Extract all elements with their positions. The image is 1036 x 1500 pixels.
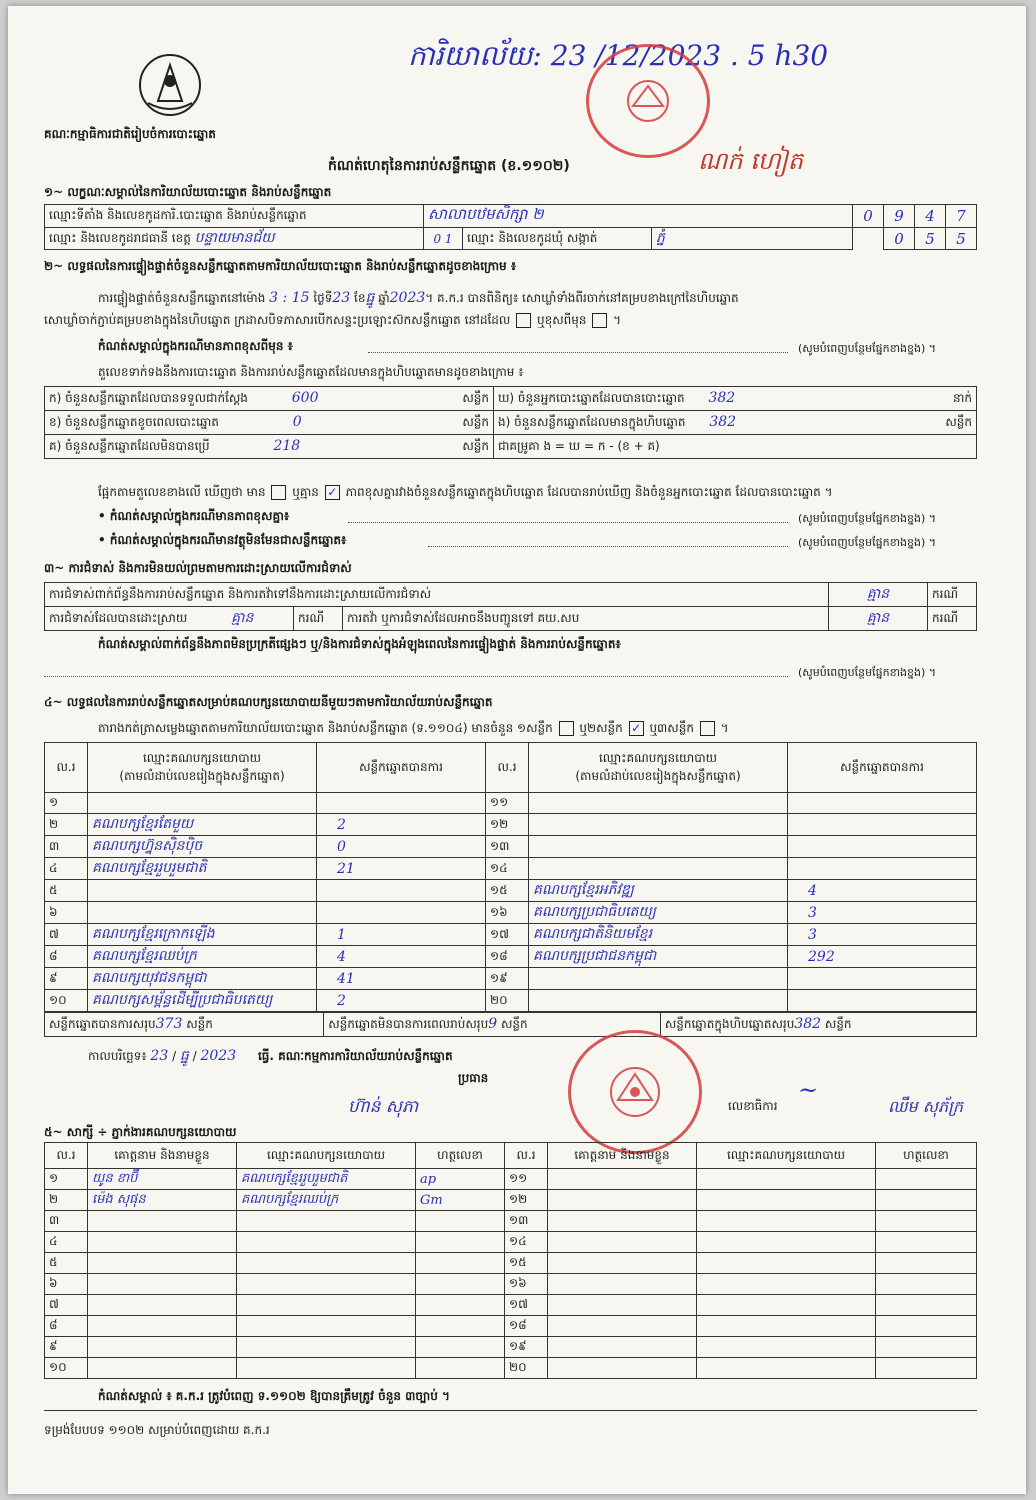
three-sheets-checkbox[interactable] — [700, 721, 715, 736]
witness-signature: ap — [416, 1169, 505, 1190]
witness-signature — [876, 1211, 977, 1232]
form-footer: ទម្រង់បែបបទ ១១០២ សម្រាប់បំពេញដោយ គ.ក.រ — [44, 1423, 270, 1437]
verify-year: 2023 — [389, 290, 426, 306]
party-votes: 3 — [788, 902, 977, 924]
party-name — [529, 836, 788, 858]
col-no: ល.រ — [505, 1143, 548, 1169]
resolved-value: គ្មាន — [231, 610, 254, 626]
row-number: ១ — [45, 793, 88, 814]
table-row — [45, 902, 977, 924]
party-name: គណបក្សប្រជាធិបតេយ្យ — [529, 902, 788, 924]
row-number: ១៤ — [505, 1232, 548, 1253]
forwarded-value: គ្មាន — [829, 607, 928, 631]
location-value: សាលាបឋមសិក្សា ២ — [424, 205, 853, 228]
witness-signature — [876, 1316, 977, 1337]
table-row — [45, 990, 977, 1012]
bullet-foreign-object: • កំណត់សម្គាល់ក្នុងករណីមានវត្ថុមិនមែនជាសន្លឹកឆ្នោត៖ — [98, 533, 347, 547]
col-party: ឈ្មោះគណបក្សនយោបាយ (តាមលំដាប់លេខរៀងក្នុងសន្លឹកឆ្នោត) — [529, 743, 788, 793]
two-sheets-checkbox[interactable]: ✓ — [629, 721, 644, 736]
spoiled-value: 0 — [292, 413, 302, 430]
invalid-total-value: 9 — [488, 1015, 498, 1032]
party-name — [88, 793, 317, 814]
witness-party — [697, 1337, 876, 1358]
party-votes: 21 — [317, 858, 486, 880]
nec-logo — [138, 51, 202, 123]
witness-name — [548, 1274, 697, 1295]
location-code-digit: 0 — [853, 205, 884, 228]
in-box-value: 382 — [709, 413, 737, 430]
row-number: ៣ — [45, 836, 88, 858]
row-number: ១៦ — [505, 1274, 548, 1295]
row-number: ១៩ — [486, 968, 529, 990]
top-handwritten-note: ការិយាល័យ: 23 /12/2023 . 5 h30 — [408, 39, 829, 72]
section1-heading: ១~ លក្ខណៈសម្គាល់នៃការិយាល័យបោះឆ្នោត និងរាប់សន្លឹកឆ្នោត — [44, 185, 332, 199]
witness-table — [44, 1142, 977, 1379]
table-row — [45, 1337, 977, 1358]
table-row — [45, 1211, 977, 1232]
witness-name — [548, 1169, 697, 1190]
col-no: ល.រ — [486, 743, 529, 793]
witness-party — [237, 1253, 416, 1274]
witness-party — [237, 1211, 416, 1232]
has-difference-checkbox[interactable] — [271, 485, 286, 500]
row-number: ១៨ — [505, 1316, 548, 1337]
row-number: ៥ — [45, 1253, 88, 1274]
date-year: 2023 — [200, 1048, 237, 1064]
section5-heading: ៥~ សាក្សី ÷ ភ្នាក់ងារគណបក្សនយោបាយ — [44, 1125, 237, 1139]
fill-note: (សូមបំពេញបន្ថែមផ្នែកខាងខ្នង) ។ — [798, 512, 937, 525]
row-number: ៦ — [45, 902, 88, 924]
party-name — [529, 858, 788, 880]
table-row — [45, 793, 977, 814]
row-number: ២ — [45, 1190, 88, 1211]
table-row — [45, 924, 977, 946]
party-name: គណបក្សយុវជនកម្ពុជា — [88, 968, 317, 990]
table-row — [45, 1358, 977, 1379]
fill-note: (សូមបំពេញបន្ថែមផ្នែកខាងខ្នង) ។ — [798, 536, 937, 549]
party-votes — [317, 793, 486, 814]
witness-signature — [416, 1274, 505, 1295]
table-row — [45, 836, 977, 858]
table-row — [45, 1316, 977, 1337]
commune-value: ភ្នំ — [652, 228, 853, 250]
witness-party — [237, 1337, 416, 1358]
chair-signature: ហ៊ាន់ សុភា — [348, 1097, 419, 1117]
note-line — [44, 676, 788, 677]
witness-party: គណបក្សខ្មែរឈប់ក្រ — [237, 1190, 416, 1211]
figures-intro: តួលេខទាក់ទងនឹងការបោះឆ្នោត និងការរាប់សន្លឹកឆ្នោតដែលមានក្នុងហិបឆ្នោតមានដូចខាងក្រោម ៖ — [98, 365, 524, 379]
party-name: គណបក្សខ្មែរឈប់ក្រ — [88, 946, 317, 968]
col-party: ឈ្មោះគណបក្សនយោបាយ — [697, 1143, 876, 1169]
witness-name — [88, 1316, 237, 1337]
table-row — [45, 880, 977, 902]
date-month: ធ្នូ — [179, 1048, 189, 1064]
in-box-label: ង) ចំនួនសន្លឹកឆ្នោតដែលមានក្នុងហិបឆ្នោត — [498, 414, 686, 429]
col-sign: ហត្ថលេខា — [876, 1143, 977, 1169]
bullet-difference: • កំណត់សម្គាល់ក្នុងករណីមានភាពខុសគ្នា៖ — [98, 509, 290, 523]
date-day: 23 — [150, 1048, 169, 1064]
row-number: ១១ — [505, 1169, 548, 1190]
witness-signature — [416, 1295, 505, 1316]
party-votes: 2 — [317, 990, 486, 1012]
row-number: ១៥ — [505, 1253, 548, 1274]
voters-label: ឃ) ចំនួនអ្នកបោះឆ្នោតដែលបានបោះឆ្នោត — [498, 390, 685, 405]
note-line — [348, 522, 788, 523]
col-party: ឈ្មោះគណបក្សនយោបាយ — [237, 1143, 416, 1169]
tally-sheet-line: តារាងកត់ត្រាសម្លេងឆ្នោតតាមការិយាល័យបោះឆ្នោត និងរាប់សន្លឹកឆ្នោត (ទ.១១០៤) មានចំនួន ១សន្លឹក ឬ២សន្លឹក ✓ ឬ៣សន្លឹក ។ — [98, 721, 729, 735]
row-number: ១៤ — [486, 858, 529, 880]
complaints-value: គ្មាន — [829, 583, 928, 607]
witness-name — [548, 1211, 697, 1232]
table-row — [45, 1169, 977, 1190]
document-page — [8, 6, 1026, 1494]
seal-paragraph: សោឃ្លាំចាក់ភ្ជាប់គម្របខាងក្នុងនៃហិបឆ្នោត ក្រដាសបិទភាសារបើកសន្ទះប្រឡោះស៊កសន្លឹកឆ្នោត នៅដដែល ឬខុសពីមុន ។ — [44, 313, 622, 327]
figures-table: ក) ចំនួនសន្លឹកឆ្នោតដែលបានទទួលជាក់ស្តែង 600 សន្លឹក ឃ) ចំនួនអ្នកបោះឆ្នោតដែលបានបោះឆ្នោត 382 នាក់ ខ) ចំនួនសន្លឹកឆ្នោតខូចពេលបោះឆ្នោត 0 សន្លឹក ង) ចំនួនសន្លឹកឆ្នោតដែលមានក្នុងហិបឆ្នោត 382 សន្លឹក គ) ចំនួនសន្លឹកឆ្នោតដែលមិនបានប្រើ 218 សន្លឹក ជាគម្រូគា ង = ឃ = ក - (ខ + គ) — [44, 386, 977, 459]
witness-party — [697, 1316, 876, 1337]
nec-emblem-icon — [138, 51, 202, 119]
witness-signature — [416, 1211, 505, 1232]
witness-name — [548, 1316, 697, 1337]
table-row — [45, 1253, 977, 1274]
received-label: ក) ចំនួនសន្លឹកឆ្នោតដែលបានទទួលជាក់ស្តែង — [49, 390, 248, 405]
verify-time: 3 : 15 — [269, 290, 310, 306]
document-title: កំណត់ហេតុនៃការរាប់សន្លឹកឆ្នោត (ខ.១១០២) — [328, 158, 570, 174]
party-votes: 3 — [788, 924, 977, 946]
witness-party — [237, 1316, 416, 1337]
chair-label: ប្រធាន — [458, 1071, 489, 1085]
party-votes — [317, 880, 486, 902]
received-value: 600 — [291, 389, 319, 406]
location-code-digit: 4 — [915, 205, 946, 228]
witness-signature — [416, 1253, 505, 1274]
table-row — [45, 1295, 977, 1316]
witness-signature — [876, 1190, 977, 1211]
table-row — [45, 1274, 977, 1295]
party-name: គណបក្សហ្វ៊ុនស៊ិនប៉ិច — [88, 836, 317, 858]
witness-party — [237, 1295, 416, 1316]
emblem-icon — [600, 1062, 670, 1122]
province-code-digit: 1 — [444, 231, 453, 246]
witness-signature — [876, 1169, 977, 1190]
table-row — [45, 968, 977, 990]
party-votes: 4 — [317, 946, 486, 968]
witness-signature — [416, 1358, 505, 1379]
party-name: គណបក្សខ្មែរតែមួយ — [88, 814, 317, 836]
row-number: ៦ — [45, 1274, 88, 1295]
results-table — [44, 742, 977, 1012]
witness-party — [237, 1274, 416, 1295]
col-votes: សន្លឹកឆ្នោតបានការ — [317, 743, 486, 793]
totals-table: សន្លឹកឆ្នោតបានការសរុប373 សន្លឹក សន្លឹកឆ្នោតមិនបានការពេលរាប់សរុប9 សន្លឹក សន្លឹកឆ្នោតក្នុងហិបឆ្នោតសរុប382 សន្លឹក — [44, 1012, 977, 1037]
row-number: ១៦ — [486, 902, 529, 924]
witness-party — [697, 1358, 876, 1379]
col-party: ឈ្មោះគណបក្សនយោបាយ (តាមលំដាប់លេខរៀងក្នុងសន្លឹកឆ្នោត) — [88, 743, 317, 793]
formula: ជាគម្រូគា ង = ឃ = ក - (ខ + គ) — [494, 435, 977, 459]
verify-month: ធ្នូ — [365, 290, 375, 306]
party-name — [529, 968, 788, 990]
witness-signature — [876, 1274, 977, 1295]
note-line — [368, 352, 788, 353]
party-votes — [788, 858, 977, 880]
party-name — [529, 814, 788, 836]
party-name: គណបក្សខ្មែរអភិវឌ្ឍ — [529, 880, 788, 902]
witness-name — [88, 1274, 237, 1295]
party-votes — [788, 990, 977, 1012]
row-number: ១២ — [486, 814, 529, 836]
col-no: ល.រ — [45, 1143, 88, 1169]
row-number: ១៩ — [505, 1337, 548, 1358]
party-name: គណបក្សខ្មែរក្រោកឡើង — [88, 924, 317, 946]
committee-label: ធ្វើ. គណៈកម្មការការិយាល័យរាប់សន្លឹកឆ្នោត — [257, 1049, 453, 1063]
table-row — [45, 858, 977, 880]
party-votes: 2 — [317, 814, 486, 836]
party-name — [529, 990, 788, 1012]
row-number: ១៧ — [505, 1295, 548, 1316]
witness-party — [697, 1169, 876, 1190]
unused-value: 218 — [273, 437, 301, 454]
difference-line: ផ្អែកតាមតួលេខខាងលើ ឃើញថា មាន ឬគ្មាន ✓ ភាពខុសគ្នារវាងចំនួនសន្លឹកឆ្នោតក្នុងហិបឆ្នោត ដែលបានរាប់ឃើញ និងចំនួនអ្នកបោះឆ្នោត ដែលបានបោះឆ្នោត ។ — [98, 485, 833, 499]
unused-label: គ) ចំនួនសន្លឹកឆ្នោតដែលមិនបានប្រើ — [49, 438, 210, 453]
invalid-total-label: សន្លឹកឆ្នោតមិនបានការពេលរាប់សរុប — [328, 1016, 489, 1031]
party-name — [88, 880, 317, 902]
witness-name — [88, 1232, 237, 1253]
witness-signature — [416, 1316, 505, 1337]
witness-party — [697, 1274, 876, 1295]
official-stamp-top — [586, 44, 710, 158]
red-handwritten-name: ណក់ ហៀត — [698, 147, 804, 175]
party-votes: 41 — [317, 968, 486, 990]
witness-name: យូន ខាប៊ី — [88, 1169, 237, 1190]
row-number: ៥ — [45, 880, 88, 902]
witness-name — [548, 1232, 697, 1253]
witness-name — [88, 1211, 237, 1232]
party-votes: 292 — [788, 946, 977, 968]
party-name — [88, 902, 317, 924]
complaints-table — [44, 582, 977, 631]
party-votes — [788, 793, 977, 814]
witness-name — [88, 1295, 237, 1316]
org-name: គណៈកម្មាធិការជាតិរៀបចំការបោះឆ្នោត — [44, 127, 216, 141]
location-code-digit: 9 — [884, 205, 915, 228]
witness-party: គណបក្សខ្មែររួបរួមជាតិ — [237, 1169, 416, 1190]
commune-code-digit: 5 — [915, 228, 946, 250]
col-sign: ហត្ថលេខា — [416, 1143, 505, 1169]
row-number: ៤ — [45, 1232, 88, 1253]
commune-code-digit: 5 — [946, 228, 977, 250]
party-votes: 4 — [788, 880, 977, 902]
section3-heading: ៣~ ការជំទាស់ និងការមិនយល់ព្រមតាមការដោះស្រាយលើការជំទាស់ — [44, 561, 352, 575]
witness-signature — [876, 1253, 977, 1274]
no-difference-checkbox[interactable]: ✓ — [325, 485, 340, 500]
one-sheet-checkbox[interactable] — [559, 721, 574, 736]
fill-note: (សូមបំពេញបន្ថែមផ្នែកខាងខ្នង) ។ — [798, 342, 937, 355]
table-row — [45, 1232, 977, 1253]
table-row — [45, 1190, 977, 1211]
row-number: ២ — [45, 814, 88, 836]
witness-name — [88, 1253, 237, 1274]
row-number: ១៣ — [505, 1211, 548, 1232]
col-votes: សន្លឹកឆ្នោតបានការ — [788, 743, 977, 793]
section2-heading: ២~ លទ្ធផលនៃការផ្ទៀងផ្ទាត់ចំនួនសន្លឹកឆ្នោតតាមការិយាល័យបោះឆ្នោត និងរាប់សន្លឹកឆ្នោតដូចខាងក្រោម ៖ — [44, 259, 517, 273]
witness-party — [697, 1190, 876, 1211]
party-votes — [788, 968, 977, 990]
party-name: គណបក្សជាតិនិយមខ្មែរ — [529, 924, 788, 946]
emblem-icon — [618, 76, 678, 126]
witness-signature — [876, 1337, 977, 1358]
unit-label: ករណី — [928, 607, 977, 631]
witness-name — [548, 1253, 697, 1274]
table-row — [45, 946, 977, 968]
party-votes — [788, 814, 977, 836]
row-number: ១៥ — [486, 880, 529, 902]
official-stamp-bottom — [568, 1030, 702, 1154]
note-line — [428, 546, 788, 547]
row-number: ១៨ — [486, 946, 529, 968]
location-label: ឈ្មោះទីតាំង និងលេខកូដការិ.បោះឆ្នោត និងរាប់សន្លឹកឆ្នោត — [45, 205, 424, 228]
unit-label: ករណី — [294, 607, 343, 631]
witness-name — [548, 1190, 697, 1211]
witness-party — [697, 1211, 876, 1232]
difference-note-label: កំណត់សម្គាល់ក្នុងករណីមានភាពខុសពីមុន ៖ — [98, 339, 293, 353]
footer-divider — [44, 1410, 977, 1411]
commune-code-digit: 0 — [884, 228, 915, 250]
commune-label: ឈ្មោះ និងលេខកូដឃុំ សង្កាត់ — [463, 228, 652, 250]
section1-table — [44, 204, 977, 250]
same-checkbox[interactable] — [516, 313, 531, 328]
footer-note: កំណត់សម្គាល់ ៖ គ.ក.រ ត្រូវបំពេញ ទ.១១០២ ឱ្យបានត្រឹមត្រូវ ចំនួន ៣ច្បាប់ ។ — [98, 1389, 450, 1403]
witness-party — [697, 1295, 876, 1316]
witness-name — [548, 1295, 697, 1316]
party-votes — [317, 902, 486, 924]
party-name: គណបក្សប្រជាជនកម្ពុជា — [529, 946, 788, 968]
party-name: គណបក្សខ្មែររួបរួមជាតិ — [88, 858, 317, 880]
date-line: កាលបរិច្ឆេទ៖ 23 / ធ្នូ / 2023 ធ្វើ. គណៈកម្មការការិយាល័យរាប់សន្លឹកឆ្នោត — [88, 1048, 453, 1064]
witness-name — [548, 1358, 697, 1379]
witness-name — [88, 1358, 237, 1379]
row-number: ៧ — [45, 924, 88, 946]
province-code-digit: 0 — [433, 231, 442, 246]
location-code-digit: 7 — [946, 205, 977, 228]
row-number: ៨ — [45, 1316, 88, 1337]
row-number: ១១ — [486, 793, 529, 814]
witness-name — [548, 1337, 697, 1358]
witness-party — [697, 1253, 876, 1274]
witness-signature — [416, 1232, 505, 1253]
row-number: ៩ — [45, 1337, 88, 1358]
witness-signature — [416, 1337, 505, 1358]
forwarded-label: ការតវ៉ា ឬការជំទាស់ដែលអាចនឹងបញ្ជូនទៅ គឃ.សប — [343, 607, 829, 631]
row-number: ៩ — [45, 968, 88, 990]
fill-note: (សូមបំពេញបន្ថែមផ្នែកខាងខ្នង) ។ — [798, 666, 937, 679]
section4-heading: ៤~ លទ្ធផលនៃការរាប់សន្លឹកឆ្នោតសម្រាប់គណបក្សនយោបាយនីមួយៗតាមការិយាល័យរាប់សន្លឹកឆ្នោត — [44, 695, 493, 709]
box-total-label: សន្លឹកឆ្នោតក្នុងហិបឆ្នោតសរុប — [664, 1016, 795, 1031]
secretary-label: លេខាធិការ — [728, 1099, 778, 1113]
row-number: ១២ — [505, 1190, 548, 1211]
col-name: គោត្តនាម និងនាមខ្លួន — [548, 1143, 697, 1169]
row-number: ៧ — [45, 1295, 88, 1316]
row-number: ១០ — [45, 990, 88, 1012]
row-number: ២០ — [505, 1358, 548, 1379]
row-number: ៨ — [45, 946, 88, 968]
valid-total-label: សន្លឹកឆ្នោតបានការសរុប — [49, 1016, 156, 1031]
col-name: គោត្តនាម និងនាមខ្លួន — [88, 1143, 237, 1169]
row-number: ៣ — [45, 1211, 88, 1232]
province-label: ឈ្មោះ និងលេខកូដរាជធានី ខេត្ត បន្ទាយមានជ័យ — [45, 228, 424, 250]
party-name: គណបក្សសម្ព័ន្ធដើម្បីប្រជាធិបតេយ្យ — [88, 990, 317, 1012]
spoiled-label: ខ) ចំនួនសន្លឹកឆ្នោតខូចពេលបោះឆ្នោត — [49, 414, 219, 429]
table-row — [45, 814, 977, 836]
col-no: ល.រ — [45, 743, 88, 793]
row-number: ១០ — [45, 1358, 88, 1379]
witness-name — [88, 1337, 237, 1358]
witness-party — [237, 1358, 416, 1379]
unit-label: ករណី — [928, 583, 977, 607]
row-number: ១ — [45, 1169, 88, 1190]
witness-party — [697, 1232, 876, 1253]
party-votes — [788, 836, 977, 858]
verify-paragraph: ការផ្ទៀងផ្ទាត់ចំនួនសន្លឹកឆ្នោតនៅម៉ោង 3 : 15 ថ្ងៃទី23 ខែធ្នូ ឆ្នាំ2023។ គ.ក.រ បានពិនិត្យ៖ សោឃ្លាំទាំងពីរចាក់នៅគម្របខាងក្រៅនៃហិបឆ្នោត — [98, 290, 739, 306]
verify-day: 23 — [332, 290, 351, 306]
secretary-signature-mark: ~ — [798, 1076, 819, 1104]
row-number: ២០ — [486, 990, 529, 1012]
resolved-label: ការជំទាស់ដែលបានដោះស្រាយ — [49, 611, 188, 625]
different-checkbox[interactable] — [592, 313, 607, 328]
secretary-signature: ឈឹម សុភ័ក្រ — [888, 1097, 964, 1116]
voters-value: 382 — [708, 389, 736, 406]
witness-signature — [876, 1232, 977, 1253]
irregularity-note: កំណត់សម្គាល់ពាក់ព័ន្ធនឹងភាពមិនប្រក្រតីផ្សេងៗ ឬ/និងការជំទាស់ក្នុងអំឡុងពេលនៃការផ្ទៀងផ្ទាត់ និងការរាប់សន្លឹកឆ្នោត៖ — [98, 637, 621, 651]
witness-signature — [876, 1295, 977, 1316]
row-number: ៤ — [45, 858, 88, 880]
complaints-label: ការជំទាស់ពាក់ព័ន្ធនឹងការរាប់សន្លឹកឆ្នោត និងការតវ៉ាទៅនឹងការដោះស្រាយលើការជំទាស់ — [45, 583, 829, 607]
witness-name: ម៉េង សុផុន — [88, 1190, 237, 1211]
valid-total-value: 373 — [155, 1015, 183, 1032]
party-votes: 0 — [317, 836, 486, 858]
party-name — [529, 793, 788, 814]
row-number: ១៣ — [486, 836, 529, 858]
row-number: ១៧ — [486, 924, 529, 946]
box-total-value: 382 — [794, 1015, 822, 1032]
party-votes: 1 — [317, 924, 486, 946]
witness-signature — [876, 1358, 977, 1379]
witness-signature: Gm — [416, 1190, 505, 1211]
witness-party — [237, 1232, 416, 1253]
